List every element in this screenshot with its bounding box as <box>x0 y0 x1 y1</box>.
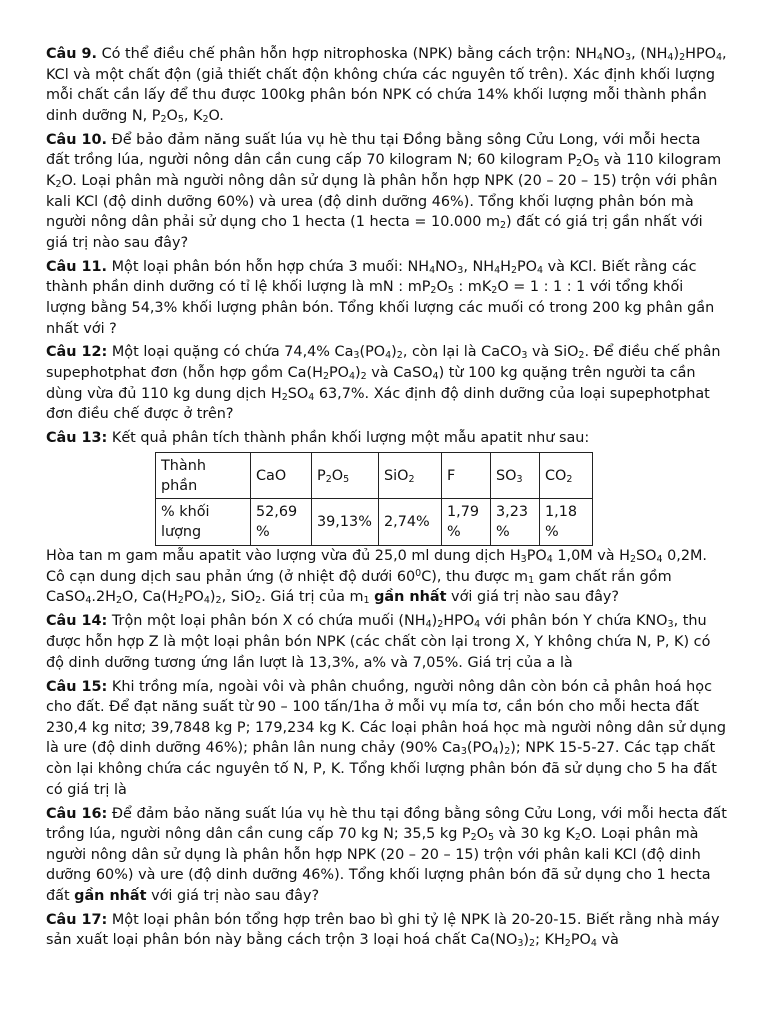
question-9: Câu 9. Có thể điều chế phân hỗn hợp nitrophoska (NPK) bằng cách trộn: $NH_4NO_3$, $(NH_4)_2HPO_4$, KCl và một chất độn (giả thiết chất độn không chứa các nguyên tố trên). Xác định khối lượng mỗi chất cần lấy để thu được 100kg phân bón NPK có chứa 14% khối lượng mỗi thành phần dinh dưỡng N, $P_2O_5$, $K_2O$. <box>46 46 727 125</box>
question-label: Câu 16: <box>46 805 108 822</box>
table-cell: SiO$_2$ <box>379 453 442 499</box>
question-label: Câu 9. <box>46 46 98 62</box>
table-cell: CaO <box>251 453 312 499</box>
table-cell: 39,13% <box>312 499 379 546</box>
question-11: Câu 11. Một loại phân bón hỗn hợp chứa 3 muối: $NH_4NO_3$, $NH_4H_2PO_4$ và KCl. Biết rằng các thành phần dinh dưỡng có tỉ lệ khối lượng là mN : $mP_2O_5$ : $mK_2O = 1$ : 1 : 1 với tổng khối lượng bằng 54,3% khối lượng phân bón. Tổng khối lượng các muối có trong 200 kg phân gần nhất với ? <box>46 258 715 337</box>
document-page <box>46 44 728 954</box>
question-12: Câu 12: Một loại quặng có chứa 74,4% $Ca_3(PO_4)_2$, còn lại là CaCO$_3$ và SiO$_2$. Để điều chế phân supephotphat đơn (hỗn hợp gồm $Ca(H_2PO_4)_2$ và CaSO$_4$) từ 100 kg quặng trên người ta cần dùng vừa đủ 110 kg dung dịch $H_2SO_4$ 63,7%. Xác định độ dinh dưỡng của loại supephotphat đơn điều chế được ở trên? <box>46 344 721 423</box>
question-label: Câu 10. <box>46 131 108 148</box>
table-cell: 52,69 % <box>251 499 312 546</box>
apatite-composition-table <box>155 452 593 546</box>
question-17: Câu 17: Một loại phân bón tổng hợp trên bao bì ghi tỷ lệ NPK là 20-20-15. Biết rằng nhà máy sản xuất loại phân bón này bằng cách trộn 3 loại hoá chất $Ca(NO_3)_2$; $KH_2PO_4$ và <box>46 911 720 950</box>
question-15: Câu 15: Khi trồng mía, ngoài vôi và phân chuồng, người nông dân còn bón cả phân hoá học cho đất. Để đạt năng suất từ 90 – 100 tấn/1ha ở mỗi vụ mía tơ, cần bón cho mỗi hecta đất 230,4 kg nitơ; 39,7848 kg P; 179,234 kg K. Các loại phân hoá học mà người nông dân sử dụng là ure (độ dinh dưỡng 46%); phân lân nung chảy (90% $Ca_3(PO_4)_2$); NPK 15-5-27. Các tạp chất còn lại không chứa các nguyên tố N, P, K. Tổng khối lượng phân bón đã sử dụng cho 5 ha đất có giá trị là <box>46 678 727 798</box>
question-label: Câu 11. <box>46 258 108 275</box>
question-13-intro: Câu 13: Kết quả phân tích thành phần khối lượng một mẫu apatit như sau: <box>46 430 590 447</box>
question-13-body: Hòa tan m gam mẫu apatit vào lượng vừa đủ 25,0 ml dung dịch $H_3PO_4$ 1,0M và $H_2SO_4$ 0,2M. Cô cạn dung dịch sau phản ứng (ở nhiệt độ dưới $60^0C$), thu được $m_1$ gam chất rắn gồm $CaSO_4.2H_2O$, $Ca(H_2PO_4)_2$, SiO$_2$. Giá trị của $m_1$ gần nhất với giá trị nào sau đây? <box>46 548 707 607</box>
table-cell: % khối lượng <box>156 499 251 546</box>
table-cell: $P_2O_5$ <box>312 453 379 499</box>
question-10: Câu 10. Để bảo đảm năng suất lúa vụ hè thu tại Đồng bằng sông Cửu Long, với mỗi hecta đất trồng lúa, người nông dân cần cung cấp 70 kilogram N; 60 kilogram $P_2O_5$ và 110 kilogram $K_2O$. Loại phân mà người nông dân sử dụng là phân hỗn hợp NPK (20 – 20 – 15) trộn với phân kali KCl (độ dinh dưỡng 60%) và urea (độ dinh dưỡng 46%). Tổng khối lượng phân bón mà người nông dân phải sử dụng cho 1 hecta (1 hecta = 10.000 $m_2$) đất có giá trị gần nhất với giá trị nào sau đây? <box>46 131 722 251</box>
table-row <box>156 499 593 546</box>
question-label: Câu 13: <box>46 430 108 447</box>
question-label: Câu 14: <box>46 613 108 630</box>
table-cell: 3,23 % <box>491 499 540 546</box>
table-header-row <box>156 453 593 499</box>
table-cell: 1,18 % <box>540 499 593 546</box>
question-16: Câu 16: Để đảm bảo năng suất lúa vụ hè thu tại đồng bằng sông Cửu Long, với mỗi hecta đất trồng lúa, người nông dân cần cung cấp 70 kg N; 35,5 kg $P_2O_5$ và 30 kg $K_2O$. Loại phân mà người nông dân sử dụng là phân hỗn hợp NPK (20 – 20 – 15) trộn với phân kali KCl (độ dinh dưỡng 60%) và ure (độ dinh dưỡng 46%). Tổng khối lượng phân bón đã sử dụng cho 1 hecta đất gần nhất với giá trị nào sau đây? <box>46 805 727 904</box>
table-cell: $SO_3$ <box>491 453 540 499</box>
question-label: Câu 15: <box>46 678 108 695</box>
table-cell: F <box>442 453 491 499</box>
table-cell: 1,79 % <box>442 499 491 546</box>
table-cell: $CO_2$ <box>540 453 593 499</box>
question-label: Câu 12: <box>46 344 108 361</box>
table-cell: 2,74% <box>379 499 442 546</box>
table-cell: Thành phần <box>156 453 251 499</box>
question-14: Câu 14: Trộn một loại phân bón X có chứa muối $(NH_4)_2HPO_4$ với phân bón Y chứa $KNO_3$, thu được hỗn hợp Z là một loại phân bón NPK (các chất còn lại trong X, Y không chứa N, P, K) có độ dinh dưỡng tương ứng lần lượt là 13,3%, a% và 7,05%. Giá trị của a là <box>46 613 711 671</box>
question-label: Câu 17: <box>46 911 108 928</box>
